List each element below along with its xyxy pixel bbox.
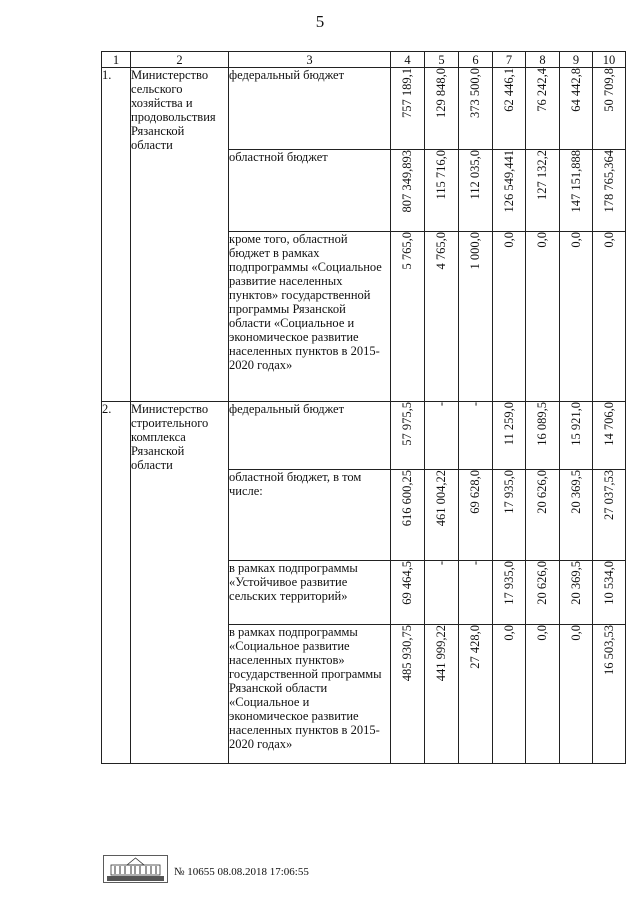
budget-source: областной бюджет, в том числе:: [229, 470, 391, 561]
value-cell: 0,0: [535, 232, 549, 248]
table-row: [102, 402, 626, 470]
value-cell: 0,0: [502, 232, 516, 248]
value-cell: 441 999,22: [434, 625, 448, 682]
value-cell: 0,0: [569, 232, 583, 248]
col-header: 7: [493, 52, 526, 68]
value-cell: 4 765,0: [434, 232, 448, 270]
value-cell: 10 534,0: [602, 561, 616, 605]
value-cell: 14 706,0: [602, 402, 616, 446]
value-cell: 616 600,25: [400, 470, 414, 527]
budget-source: кроме того, областной бюджет в рамках подпрограммы «Социальное развитие населенных пунктов» государственной программы Рязанской области «Социальное и экономическое развитие населенных пунктов в 2015-2020 годах»: [229, 232, 391, 402]
value-cell: 0,0: [535, 625, 549, 641]
value-cell: 127 132,2: [535, 150, 549, 200]
col-header: 1: [102, 52, 131, 68]
value-cell: 16 503,53: [602, 625, 616, 675]
value-cell: 16 089,5: [535, 402, 549, 446]
col-header: 2: [131, 52, 229, 68]
value-cell: 129 848,0: [434, 68, 448, 118]
value-cell: 0,0: [602, 232, 616, 248]
value-cell: 0,0: [569, 625, 583, 641]
value-cell: 17 935,0: [502, 561, 516, 605]
row-number: 1.: [102, 68, 131, 402]
value-cell: 115 716,0: [434, 150, 448, 200]
value-cell: 20 369,5: [569, 561, 583, 605]
value-cell: 20 626,0: [535, 561, 549, 605]
row-number: 2.: [102, 402, 131, 764]
value-cell: 20 626,0: [535, 470, 549, 514]
table-row: [102, 68, 626, 150]
budget-table: [101, 51, 626, 764]
value-cell: -: [468, 561, 482, 566]
col-header: 5: [425, 52, 459, 68]
value-cell: 126 549,441: [502, 150, 516, 213]
value-cell: 27 037,53: [602, 470, 616, 520]
value-cell: 1 000,0: [468, 232, 482, 270]
government-building-stamp-icon: [103, 855, 168, 883]
value-cell: 50 709,8: [602, 68, 616, 112]
value-cell: -: [434, 561, 448, 566]
col-header: 8: [526, 52, 560, 68]
budget-source: федеральный бюджет: [229, 68, 391, 150]
col-header: 4: [391, 52, 425, 68]
header-row: [102, 52, 626, 68]
value-cell: 178 765,364: [602, 150, 616, 213]
value-cell: 807 349,893: [400, 150, 414, 213]
budget-source: в рамках подпрограммы «Социальное развитие населенных пунктов» государственной программы Рязанской области «Социальное и экономическое развитие населенных пунктов в 2015-2020 годах»: [229, 625, 391, 764]
value-cell: 76 242,4: [535, 68, 549, 112]
value-cell: 5 765,0: [400, 232, 414, 270]
value-cell: -: [468, 402, 482, 407]
col-header: 3: [229, 52, 391, 68]
value-cell: 485 930,75: [400, 625, 414, 682]
page-number: 5: [315, 12, 325, 31]
value-cell: 64 442,8: [569, 68, 583, 112]
budget-source: в рамках подпрограммы «Устойчивое развитие сельских территорий»: [229, 561, 391, 625]
value-cell: 0,0: [502, 625, 516, 641]
value-cell: 147 151,888: [569, 150, 583, 213]
value-cell: 11 259,0: [502, 402, 516, 446]
col-header: 9: [560, 52, 593, 68]
value-cell: 69 464,5: [400, 561, 414, 605]
value-cell: 17 935,0: [502, 470, 516, 514]
organization-name: Министерство строительного комплекса Рязанской области: [131, 402, 229, 764]
col-header: 6: [459, 52, 493, 68]
value-cell: 461 004,22: [434, 470, 448, 527]
value-cell: 62 446,1: [502, 68, 516, 112]
document-reference: № 10655 08.08.2018 17:06:55: [174, 866, 309, 878]
budget-source: федеральный бюджет: [229, 402, 391, 470]
value-cell: 20 369,5: [569, 470, 583, 514]
value-cell: -: [434, 402, 448, 407]
organization-name: Министерство сельского хозяйства и продовольствия Рязанской области: [131, 68, 229, 402]
value-cell: 112 035,0: [468, 150, 482, 200]
value-cell: 69 628,0: [468, 470, 482, 514]
value-cell: 15 921,0: [569, 402, 583, 446]
value-cell: 373 500,0: [468, 68, 482, 118]
col-header: 10: [593, 52, 626, 68]
value-cell: 57 975,5: [400, 402, 414, 446]
value-cell: 27 428,0: [468, 625, 482, 669]
value-cell: 757 189,1: [400, 68, 414, 118]
budget-source: областной бюджет: [229, 150, 391, 232]
